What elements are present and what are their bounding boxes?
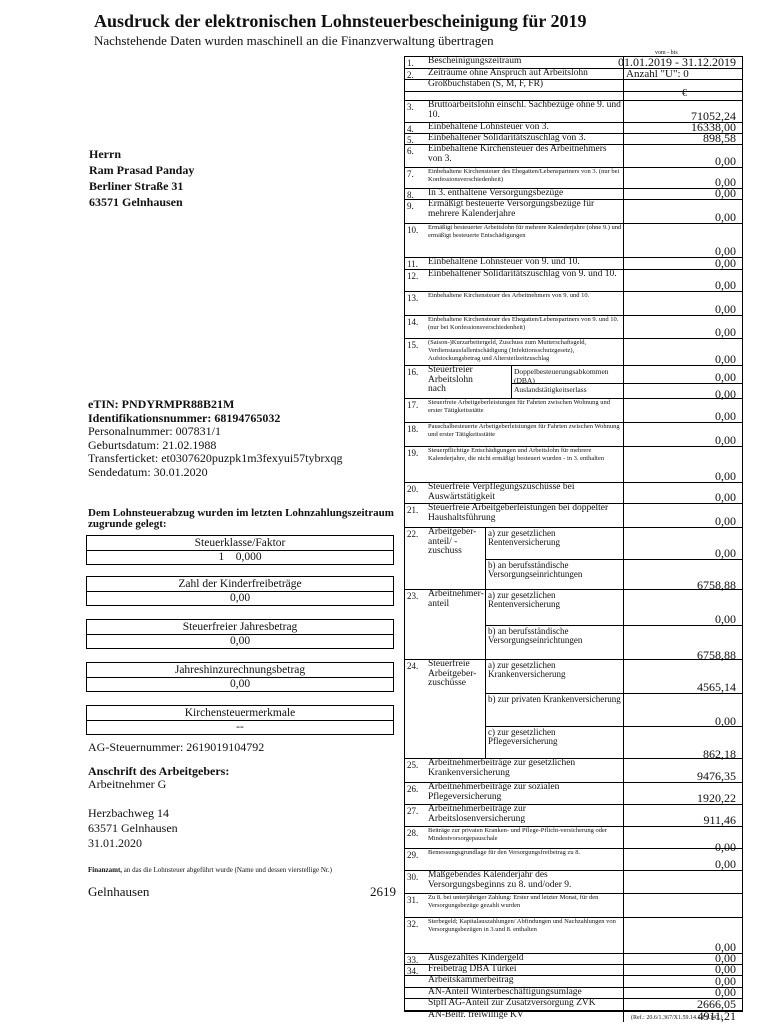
row-number: 10. bbox=[407, 225, 419, 235]
table-row bbox=[405, 975, 742, 987]
row-label: Steuerfreie Arbeitgeberleistungen bei doppelter Haushaltsführung bbox=[428, 503, 609, 523]
row-number: 28. bbox=[407, 828, 419, 838]
row-label: Stpfl AG-Anteil zur Zusatzversorgung ZVK bbox=[428, 998, 596, 1008]
personnel-number: Personalnummer: 007831/1 bbox=[88, 424, 221, 438]
column-divider bbox=[623, 999, 624, 1010]
row-number: 2. bbox=[407, 70, 414, 80]
table-row bbox=[405, 257, 742, 269]
table-row bbox=[405, 100, 742, 122]
row-number: 29. bbox=[407, 850, 419, 860]
table-row bbox=[405, 422, 742, 446]
sub-row bbox=[485, 559, 742, 591]
row-value: 0,00 bbox=[715, 940, 736, 954]
row-number: 18. bbox=[407, 424, 419, 434]
row-label: Ermäßigt besteuerter Arbeitslohn für mehrere Kalenderjahre (ohne 9.) und ermäßigt besteuerte Entschädigungen bbox=[428, 224, 622, 239]
row-number: 16. bbox=[407, 367, 419, 377]
row-label: Steuerfreier Arbeitslohn nach bbox=[428, 365, 473, 394]
tax-office-note: an das die Lohnsteuer abgeführt wurde (Name und dessen vierstellige Nr.) bbox=[123, 866, 332, 874]
table-row bbox=[405, 659, 742, 761]
table-row bbox=[405, 848, 742, 870]
column-divider bbox=[623, 1011, 624, 1022]
box-title: Zahl der Kinderfreibeträge bbox=[87, 577, 393, 592]
transfer-ticket: Transferticket: et0307620puzpk1m3fexyui57tybrxqg bbox=[88, 451, 343, 465]
column-divider bbox=[623, 954, 624, 964]
row-label: Zeiträume ohne Anspruch auf Arbeitslohn bbox=[428, 68, 588, 78]
sub-row-value: 0,00 bbox=[715, 369, 736, 384]
sub-row-label: c) zur gesetzlichen Pflegeversicherung bbox=[488, 727, 558, 746]
period-label: vom - bis bbox=[655, 50, 678, 56]
sub-row bbox=[485, 528, 742, 559]
row-label: Einbehaltener Solidaritätszuschlag von 3. bbox=[428, 133, 586, 143]
sub-row-label: a) zur gesetzlichen Rentenversicherung bbox=[488, 528, 560, 547]
reference-footer: (Ref.: 20.6/1.367/X1.59.14.1/F1.147.) bbox=[631, 1015, 723, 1021]
column-divider bbox=[623, 69, 624, 79]
row-label: Einbehaltene Kirchensteuer des Ehegatten/Lebenspartners von 3. (nur bei Konfessionsverschiedenheit) bbox=[428, 168, 620, 183]
row-value: 0,00 bbox=[715, 210, 736, 224]
table-row bbox=[405, 315, 742, 338]
table-row bbox=[405, 398, 742, 422]
table-row bbox=[405, 122, 742, 133]
row-value: 1920,22 bbox=[697, 791, 736, 805]
row-label: (Saison-)Kurzarbeitergeld, Zuschuss zum Mutterschaftsgeld, Verdienstausfallentschädigung (Infektionsschutzgesetz), Aufstockungsbetrag und Altersteilzeitzuschlag bbox=[428, 339, 587, 362]
sub-row-label: a) zur gesetzlichen Rentenversicherung bbox=[488, 590, 560, 609]
etin: eTIN: PNDYRMPR88B21M bbox=[88, 397, 235, 411]
employer-address-heading: Anschrift des Arbeitgebers: bbox=[88, 764, 230, 778]
table-row bbox=[405, 223, 742, 257]
column-divider bbox=[623, 189, 624, 199]
table-row bbox=[405, 144, 742, 167]
row-label: Einbehaltene Kirchensteuer des Arbeitnehmers von 9. und 10. bbox=[428, 292, 590, 299]
recipient-salutation: Herrn bbox=[89, 147, 121, 161]
row-value: 0,00 bbox=[715, 244, 736, 258]
row-value: 0,00 bbox=[715, 469, 736, 483]
sub-row-label: b) an berufsständische Versorgungseinrichtungen bbox=[488, 560, 583, 579]
column-divider bbox=[623, 316, 624, 338]
row-number: 13. bbox=[407, 293, 419, 303]
table-row bbox=[405, 987, 742, 998]
basis-heading-2: zugrunde gelegt: bbox=[88, 518, 167, 530]
row-number: 24. bbox=[407, 661, 419, 671]
table-row bbox=[405, 964, 742, 975]
column-divider bbox=[623, 134, 624, 144]
row-number: 27. bbox=[407, 806, 419, 816]
box-value: 0,00 bbox=[229, 678, 251, 690]
table-row bbox=[405, 953, 742, 964]
row-number: 23. bbox=[407, 591, 419, 601]
sub-row bbox=[511, 366, 742, 383]
identification-number: Identifikationsnummer: 68194765032 bbox=[88, 410, 281, 425]
sub-row bbox=[485, 660, 742, 693]
row-number: 9. bbox=[407, 201, 414, 211]
box-value: 0,00 bbox=[229, 635, 251, 647]
column-divider bbox=[623, 168, 624, 188]
row-number: 3. bbox=[407, 102, 414, 112]
sub-row-label: b) zur privaten Krankenversicherung bbox=[488, 694, 621, 704]
row-number: 31. bbox=[407, 895, 419, 905]
row-value: 0,00 bbox=[715, 409, 736, 423]
row-label: AN-Beitr. freiwillige KV bbox=[428, 1010, 524, 1020]
row-value: 0,00 bbox=[715, 433, 736, 447]
sub-row-value: 6758,88 bbox=[697, 648, 736, 662]
table-row bbox=[405, 804, 742, 826]
row-label: Einbehaltene Kirchensteuer des Ehegatten/Lebenspartners von 9. und 10. (nur bei Konfessionsverschiedenheit) bbox=[428, 316, 619, 331]
sub-row-value: 6758,88 bbox=[697, 578, 736, 592]
row-value: 0,00 bbox=[715, 962, 736, 976]
basis-heading-1: Dem Lohnsteuerabzug wurden im letzten Lohnzahlungszeitraum bbox=[88, 507, 394, 519]
row-value: 9476,35 bbox=[697, 769, 736, 783]
column-divider bbox=[623, 80, 624, 91]
row-label: Arbeitnehmer-anteil bbox=[428, 589, 484, 609]
table-row bbox=[405, 68, 742, 79]
row-value: 71052,24 bbox=[691, 109, 736, 123]
row-label: Arbeitskammerbeitrag bbox=[428, 975, 514, 985]
box-title: Jahreshinzurechnungsbetrag bbox=[87, 663, 393, 678]
column-divider bbox=[623, 292, 624, 315]
send-date: Sendedatum: 30.01.2020 bbox=[88, 464, 208, 479]
row-number: 5. bbox=[407, 135, 414, 145]
box-title: Kirchensteuermerkmale bbox=[87, 706, 393, 721]
row-number: 32. bbox=[407, 919, 419, 929]
row-label: Ausgezahltes Kindergeld bbox=[428, 953, 524, 963]
sub-row-value: 0,00 bbox=[715, 387, 736, 401]
row-label: Steuerfreie Verpflegungszuschüsse bei Auswärtstätigkeit bbox=[428, 482, 575, 502]
row-label: Freibetrag DBA Türkei bbox=[428, 964, 517, 974]
row-value: 0,00 bbox=[715, 514, 736, 528]
column-divider bbox=[623, 894, 624, 917]
column-divider bbox=[623, 399, 624, 422]
table-row bbox=[405, 199, 742, 223]
row-label: Bemessungsgrundlage für den Versorgungsfreibetrag zu 8. bbox=[428, 849, 581, 856]
row-label: Bescheinigungszeitraum bbox=[428, 56, 522, 66]
row-value: 0,00 bbox=[715, 490, 736, 504]
page-title: Ausdruck der elektronischen Lohnsteuerbescheinigung für 2019 bbox=[94, 11, 587, 31]
table-row bbox=[405, 527, 742, 592]
row-label: Steuerfreie Arbeitgeber-zuschüsse bbox=[428, 659, 477, 688]
table-row bbox=[405, 188, 742, 199]
row-label: AN-Anteil Winterbeschäftigungsumlage bbox=[428, 987, 582, 997]
column-divider bbox=[623, 447, 624, 482]
row-number: 7. bbox=[407, 169, 414, 179]
row-value: € bbox=[682, 88, 687, 99]
count-u: Anzahl "U": 0 bbox=[626, 68, 689, 80]
row-number: 21. bbox=[407, 505, 419, 515]
row-label: Steuerfreie Arbeitgeberleistungen für Fahrten zwischen Wohnung und erster Tätigkeitsstätte bbox=[428, 399, 611, 414]
row-number: 8. bbox=[407, 190, 414, 200]
column-divider bbox=[623, 200, 624, 223]
page-subtitle: Nachstehende Daten wurden maschinell an die Finanzverwaltung übertragen bbox=[94, 33, 494, 48]
column-divider bbox=[623, 965, 624, 975]
row-number: 11. bbox=[407, 259, 418, 269]
row-value: 898,58 bbox=[703, 131, 736, 145]
row-number: 22. bbox=[407, 529, 419, 539]
table-row bbox=[405, 365, 742, 401]
row-label: In 3. enthaltene Versorgungsbezüge bbox=[428, 188, 564, 198]
row-number: 19. bbox=[407, 448, 419, 458]
employer-name: Arbeitnehmer G bbox=[88, 777, 167, 791]
row-value: 0,00 bbox=[715, 951, 736, 965]
row-value: 0,00 bbox=[715, 857, 736, 871]
employer-street: Herzbachweg 14 bbox=[88, 806, 169, 820]
row-label: Ermäßigt besteuerte Versorgungsbezüge für mehrere Kalenderjahre bbox=[428, 199, 595, 219]
sub-row-value: 0,00 bbox=[715, 546, 736, 560]
identification-block bbox=[88, 398, 343, 479]
row-number: 1. bbox=[407, 58, 414, 68]
box-value: 1 0,000 bbox=[218, 551, 262, 563]
sub-row-value: 862,18 bbox=[703, 747, 736, 761]
table-row bbox=[405, 79, 742, 91]
employer-city: 63571 Gelnhausen bbox=[88, 821, 178, 835]
row-value: 0,00 bbox=[715, 278, 736, 292]
row-label: Arbeitnehmerbeiträge zur sozialen Pflegeversicherung bbox=[428, 782, 560, 802]
sub-row-label: b) an berufsständische Versorgungseinrichtungen bbox=[488, 626, 583, 645]
sub-row-value: 4565,14 bbox=[697, 680, 736, 694]
row-number: 30. bbox=[407, 872, 419, 882]
row-number: 14. bbox=[407, 317, 419, 327]
sub-row-label: a) zur gesetzlichen Krankenversicherung bbox=[488, 660, 566, 679]
sub-row-label: Doppelbesteuerungsabkommen (DBA) bbox=[514, 367, 609, 385]
box-title: Steuerfreier Jahresbetrag bbox=[87, 620, 393, 635]
row-value: 0,00 bbox=[715, 985, 736, 999]
row-value: 4911,21 bbox=[697, 1009, 736, 1023]
column-divider bbox=[623, 339, 624, 365]
table-row bbox=[405, 50, 742, 69]
sub-row bbox=[485, 590, 742, 625]
row-value: 911,46 bbox=[703, 813, 736, 827]
tax-class-box bbox=[86, 535, 394, 565]
column-divider bbox=[623, 483, 624, 503]
sub-row bbox=[485, 726, 742, 760]
row-label: Arbeitgeber-anteil/ -zuschuss bbox=[428, 527, 477, 556]
row-label: Arbeitnehmerbeiträge zur gesetzlichen Krankenversicherung bbox=[428, 758, 576, 778]
row-value: 0,00 bbox=[715, 186, 736, 200]
table-row bbox=[405, 133, 742, 144]
row-value: 0,00 bbox=[715, 325, 736, 339]
row-label: Großbuchstaben (S, M, F, FR) bbox=[428, 79, 544, 89]
row-value: 0,00 bbox=[715, 256, 736, 270]
row-value: 16338,00 bbox=[691, 120, 736, 134]
period-value: 01.01.2019 - 31.12.2019 bbox=[618, 55, 736, 69]
column-divider bbox=[623, 805, 624, 826]
column-divider bbox=[623, 759, 624, 782]
child-allowance-box bbox=[86, 576, 394, 606]
employer-tax-number: AG-Steuernummer: 2619019104792 bbox=[88, 740, 265, 754]
row-value: 2666,05 bbox=[697, 997, 736, 1011]
row-label: Arbeitnehmerbeiträge zur Arbeitslosenversicherung bbox=[428, 804, 526, 824]
box-title: Steuerklasse/Faktor bbox=[87, 536, 393, 551]
column-divider bbox=[623, 145, 624, 167]
row-number: 4. bbox=[407, 124, 414, 134]
row-number: 34. bbox=[407, 966, 419, 976]
row-number: 20. bbox=[407, 484, 419, 494]
row-label: Pauschalbesteuerte Arbeitgeberleistungen für Fahrten zwischen Wohnung und erster Tätigkeitsstätte bbox=[428, 423, 620, 438]
table-row bbox=[405, 338, 742, 365]
row-label: Maßgebendes Kalenderjahr des Versorgungsbeginns zu 8. und/oder 9. bbox=[428, 870, 572, 890]
column-divider bbox=[623, 783, 624, 804]
column-divider bbox=[623, 976, 624, 987]
employer-date: 31.01.2020 bbox=[88, 836, 142, 850]
column-divider bbox=[623, 504, 624, 527]
row-value: 0,00 bbox=[715, 154, 736, 168]
tax-office-label bbox=[88, 866, 332, 874]
table-row bbox=[405, 758, 742, 782]
column-divider bbox=[623, 423, 624, 446]
table-row bbox=[405, 917, 742, 953]
column-divider bbox=[623, 224, 624, 257]
column-divider bbox=[623, 258, 624, 269]
recipient-address bbox=[89, 146, 194, 210]
row-number: 25. bbox=[407, 760, 419, 770]
column-divider bbox=[623, 123, 624, 133]
table-row bbox=[405, 88, 742, 100]
tax-office-number: 2619 bbox=[370, 884, 396, 899]
row-label: Steuerpflichtige Entschädigungen und Arbeitslohn für mehrere Kalenderjahre, die nicht ermäßigt besteuert wurden - in 3. enthalten bbox=[428, 447, 604, 462]
row-label: Einbehaltene Lohnsteuer von 3. bbox=[428, 122, 549, 132]
recipient-name: Ram Prasad Panday bbox=[89, 163, 195, 177]
row-label: Bruttoarbeitslohn einschl. Sachbezüge ohne 9. und 10. bbox=[428, 100, 621, 120]
birth-date: Geburtsdatum: 21.02.1988 bbox=[88, 437, 217, 452]
row-number: 33. bbox=[407, 955, 419, 965]
row-label: Einbehaltener Solidaritätszuschlag von 9. und 10. bbox=[428, 269, 617, 279]
row-label: Einbehaltene Kirchensteuer des Arbeitnehmers von 3. bbox=[428, 144, 607, 164]
sub-row-label: Auslandstätigkeitserlass bbox=[514, 384, 587, 394]
column-divider bbox=[623, 101, 624, 122]
row-number: 12. bbox=[407, 271, 419, 281]
table-row bbox=[405, 870, 742, 893]
row-number: 26. bbox=[407, 784, 419, 794]
column-divider bbox=[623, 270, 624, 291]
row-value: 0,00 bbox=[715, 175, 736, 189]
row-label: Zu 8. bei unterjähriger Zahlung: Erster und letzter Monat, für den Versorgungsbezüge gezahlt wurden bbox=[428, 894, 599, 909]
recipient-city: 63571 Gelnhausen bbox=[89, 195, 183, 209]
column-divider bbox=[623, 871, 624, 893]
row-label: Beiträge zur privaten Kranken- und Pflege-Pflicht-versicherung oder Mindestvorsorgepauschale bbox=[428, 827, 608, 842]
table-row bbox=[405, 291, 742, 315]
row-value: 0,00 bbox=[715, 302, 736, 316]
row-number: 6. bbox=[407, 146, 414, 156]
church-tax-box bbox=[86, 705, 394, 735]
annual-add-amount-box bbox=[86, 662, 394, 692]
sub-row-value: 0,00 bbox=[715, 612, 736, 626]
column-divider bbox=[623, 918, 624, 953]
tax-office-name: Gelnhausen bbox=[88, 884, 150, 899]
sub-row bbox=[485, 693, 742, 727]
recipient-street: Berliner Straße 31 bbox=[89, 179, 184, 193]
tax-office-word: Finanzamt, bbox=[88, 866, 123, 874]
sub-row-value: 0,00 bbox=[715, 714, 736, 728]
table-row bbox=[405, 269, 742, 291]
row-label: Einbehaltene Lohnsteuer von 9. und 10. bbox=[428, 257, 580, 267]
column-divider bbox=[623, 988, 624, 998]
column-divider bbox=[623, 92, 624, 100]
table-row bbox=[405, 782, 742, 804]
row-value: 0,00 bbox=[715, 974, 736, 988]
row-value: 0,00 bbox=[715, 352, 736, 366]
row-value: 0,00 bbox=[715, 840, 736, 854]
table-row bbox=[405, 482, 742, 503]
table-row bbox=[405, 589, 742, 662]
tax-free-amount-box bbox=[86, 619, 394, 649]
row-label: Sterbegeld; Kapitalauszahlungen/ Abfindungen und Nachzahlungen von Versorgungsbezügen in 3.und 8. enthalten bbox=[428, 918, 616, 933]
table-row bbox=[405, 446, 742, 482]
column-divider bbox=[623, 849, 624, 870]
row-number: 15. bbox=[407, 340, 419, 350]
box-value: -- bbox=[236, 721, 244, 733]
table-row bbox=[405, 167, 742, 188]
table-row bbox=[405, 998, 742, 1010]
row-number: 17. bbox=[407, 400, 419, 410]
table-row bbox=[405, 503, 742, 527]
table-row bbox=[405, 893, 742, 917]
sub-row bbox=[485, 625, 742, 661]
box-value: 0,00 bbox=[229, 592, 251, 604]
